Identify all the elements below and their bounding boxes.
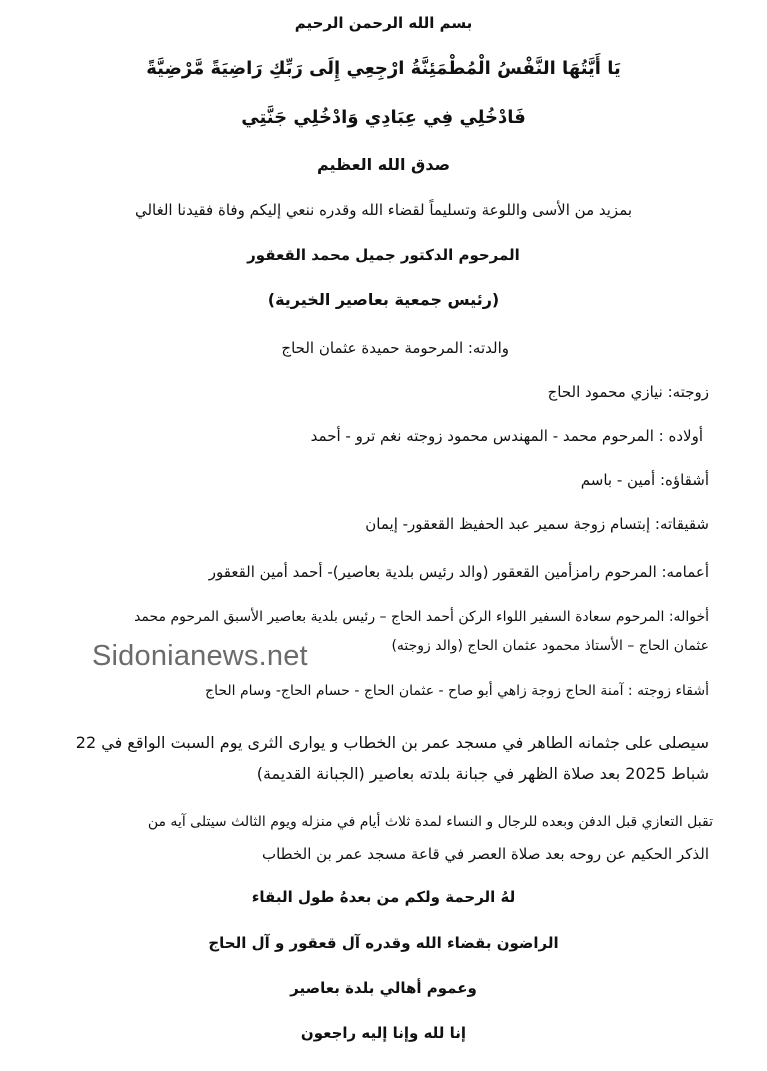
maternal-uncles-line-1: أخواله: المرحوم سعادة السفير اللواء الركن أحمد الحاج – رئيس بلدية بعاصير الأسبق المرحوم محمد (134, 609, 709, 625)
closing-istirja: إنا لله وإنا إليه راجعون (300, 1024, 467, 1042)
deceased-name: المرحوم الدكتور جميل محمد القعقور (247, 246, 520, 264)
wife-line: زوجته: نيازي محمود الحاج (547, 383, 709, 401)
sidonianews-watermark: Sidonianews.net (92, 640, 308, 672)
maternal-uncles-line-2: عثمان الحاج – الأستاذ محمود عثمان الحاج (والد زوجته) (391, 638, 709, 654)
closing-town: وعموم أهالي بلدة بعاصير (290, 979, 477, 997)
brothers-line: أشقاؤه: أمين - باسم (580, 471, 709, 489)
condolence-line-2: الذكر الحكيم عن روحه بعد صلاة العصر في قاعة مسجد عمر بن الخطاب (261, 845, 709, 863)
funeral-line-1: سيصلى على جثمانه الطاهر في مسجد عمر بن الخطاب و يوارى الثرى يوم السبت الواقع في 22 (75, 733, 709, 752)
mother-line: والدته: المرحومة حميدة عثمان الحاج (281, 339, 509, 357)
sadaqa-allah: صدق الله العظيم (316, 155, 451, 174)
funeral-line-2: شباط 2025 بعد صلاة الظهر في جبانة بلدته بعاصير (الجبانة القديمة) (256, 764, 709, 783)
children-line: أولاده : المرحوم محمد - المهندس محمود زوجته نغم ترو - أحمد (310, 427, 703, 445)
quran-verse-line-1: يَا أَيَّتُهَا النَّفْسُ الْمُطْمَئِنَّةُ ارْجِعِي إِلَى رَبِّكِ رَاضِيَةً مَّرْضِيَّةً (146, 58, 621, 79)
basmala: بسم الله الرحمن الرحيم (294, 14, 473, 32)
deceased-title: (رئيس جمعية بعاصير الخيرية) (267, 290, 500, 309)
closing-mercy: لهُ الرحمة ولكم من بعدهُ طول البقاء (251, 888, 516, 906)
quran-verse-line-2: فَادْخُلِي فِي عِبَادِي وَادْخُلِي جَنَّتِي (241, 107, 526, 128)
paternal-uncles-line: أعمامه: المرحوم رامزأمين القعقور (والد رئيس بلدية بعاصير)- أحمد أمين القعقور (208, 563, 709, 581)
wife-siblings-line: أشقاء زوجته : آمنة الحاج زوجة زاهي أبو صاح - عثمان الحاج - حسام الحاج- وسام الحاج (205, 683, 709, 699)
sisters-line: شقيقاته: إبتسام زوجة سمير عبد الحفيظ القعقور- إيمان (365, 515, 709, 533)
closing-families: الراضون بقضاء الله وقدره آل قعقور و آل الحاج (208, 934, 559, 952)
intro-text: بمزيد من الأسى واللوعة وتسليماً لقضاء الله وقدره ننعي إليكم وفاة فقيدنا الغالي (134, 201, 633, 219)
condolence-line-1: تقبل التعازي قبل الدفن وبعده للرجال و النساء لمدة ثلاث أيام في منزله ويوم الثالث سيتلى آيه من (147, 814, 713, 830)
